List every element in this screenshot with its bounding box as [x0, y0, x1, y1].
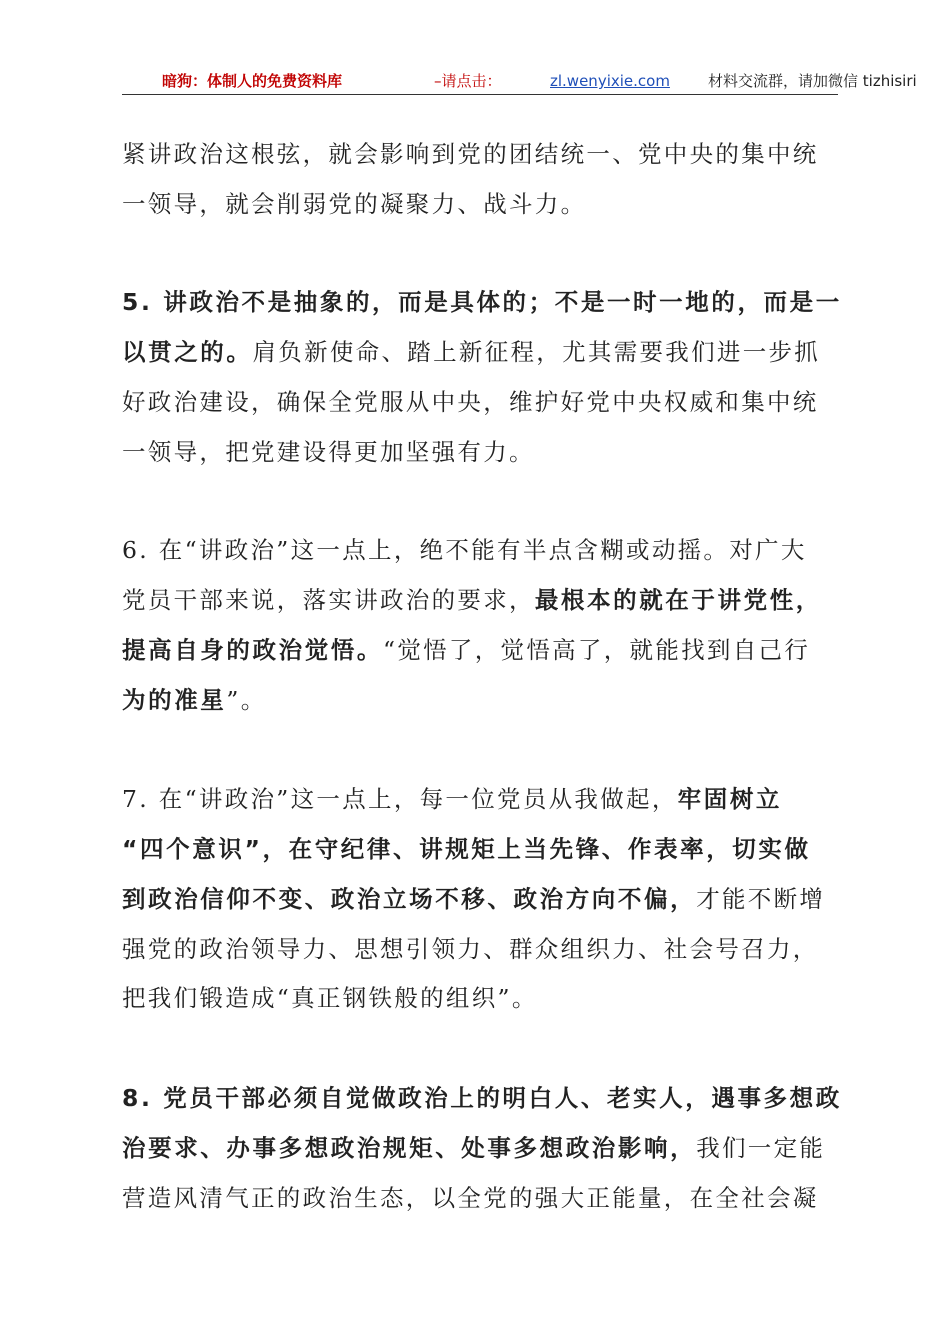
- plain-text: 我们一定能: [696, 1134, 826, 1162]
- plain-text: ”。: [226, 686, 267, 714]
- bold-text: 到政治信仰不变、政治立场不移、政治方向不偏，: [122, 885, 697, 913]
- header-brand: 暗狗：体制人的免费资料库: [162, 72, 343, 90]
- bold-text: 以贯之的。: [122, 338, 253, 366]
- text-line-bold: 8. 党员干部必须自觉做政治上的明白人、老实人，遇事多想政: [122, 1084, 842, 1112]
- header-wechat: 材料交流群，请加微信 tizhisiri: [708, 72, 917, 90]
- text-line: [122, 581, 822, 615]
- plain-text: 肩负新使命、踏上新征程，尤其需要我们进一步抓: [252, 338, 821, 366]
- plain-text: 7. 在“讲政治”这一点上，每一位党员从我做起，: [122, 785, 678, 813]
- text-line: 6. 在“讲政治”这一点上，绝不能有半点含糊或动摇。对广大: [122, 536, 807, 564]
- bold-text: 为的准星: [122, 686, 227, 714]
- text-line: 好政治建设，确保全党服从中央，维护好党中央权威和集中统: [122, 388, 819, 416]
- text-line: 紧讲政治这根弦，就会影响到党的团结统一、党中央的集中统: [122, 140, 819, 168]
- header-link[interactable]: zl.wenyixie.com: [550, 72, 670, 90]
- bold-text: 最根本的就在于讲党性，: [534, 586, 822, 614]
- text-line: 一领导，把党建设得更加坚强有力。: [122, 438, 535, 466]
- text-line: [122, 1129, 825, 1163]
- page-header: [122, 70, 917, 95]
- text-line: 强党的政治领导力、思想引领力、群众组织力、社会号召力，: [122, 935, 819, 963]
- bold-text: 牢固树立: [677, 785, 783, 813]
- text-line: [122, 681, 267, 715]
- header-click-text: –请点击：: [434, 72, 502, 90]
- bold-text: 提高自身的政治觉悟。: [122, 636, 383, 664]
- text-line: [122, 880, 825, 914]
- plain-text: 才能不断增: [696, 885, 826, 913]
- text-line: [122, 631, 810, 665]
- text-line: [122, 333, 820, 367]
- plain-text: “觉悟了，觉悟高了，就能找到自己行: [383, 636, 811, 664]
- text-line: 一领导，就会削弱党的凝聚力、战斗力。: [122, 190, 587, 218]
- text-line-bold: “四个意识”，在守纪律、讲规矩上当先锋、作表率，切实做: [122, 835, 811, 863]
- bold-text: 治要求、办事多想政治规矩、处事多想政治影响，: [122, 1134, 697, 1162]
- text-line: 营造风清气正的政治生态，以全党的强大正能量，在全社会凝: [122, 1184, 819, 1212]
- text-line-bold: 5. 讲政治不是抽象的，而是具体的；不是一时一地的，而是一: [122, 288, 842, 316]
- plain-text: 党员干部来说，落实讲政治的要求，: [122, 586, 535, 614]
- text-line: 把我们锻造成“真正钢铁般的组织”。: [122, 984, 538, 1012]
- text-line: [122, 780, 782, 814]
